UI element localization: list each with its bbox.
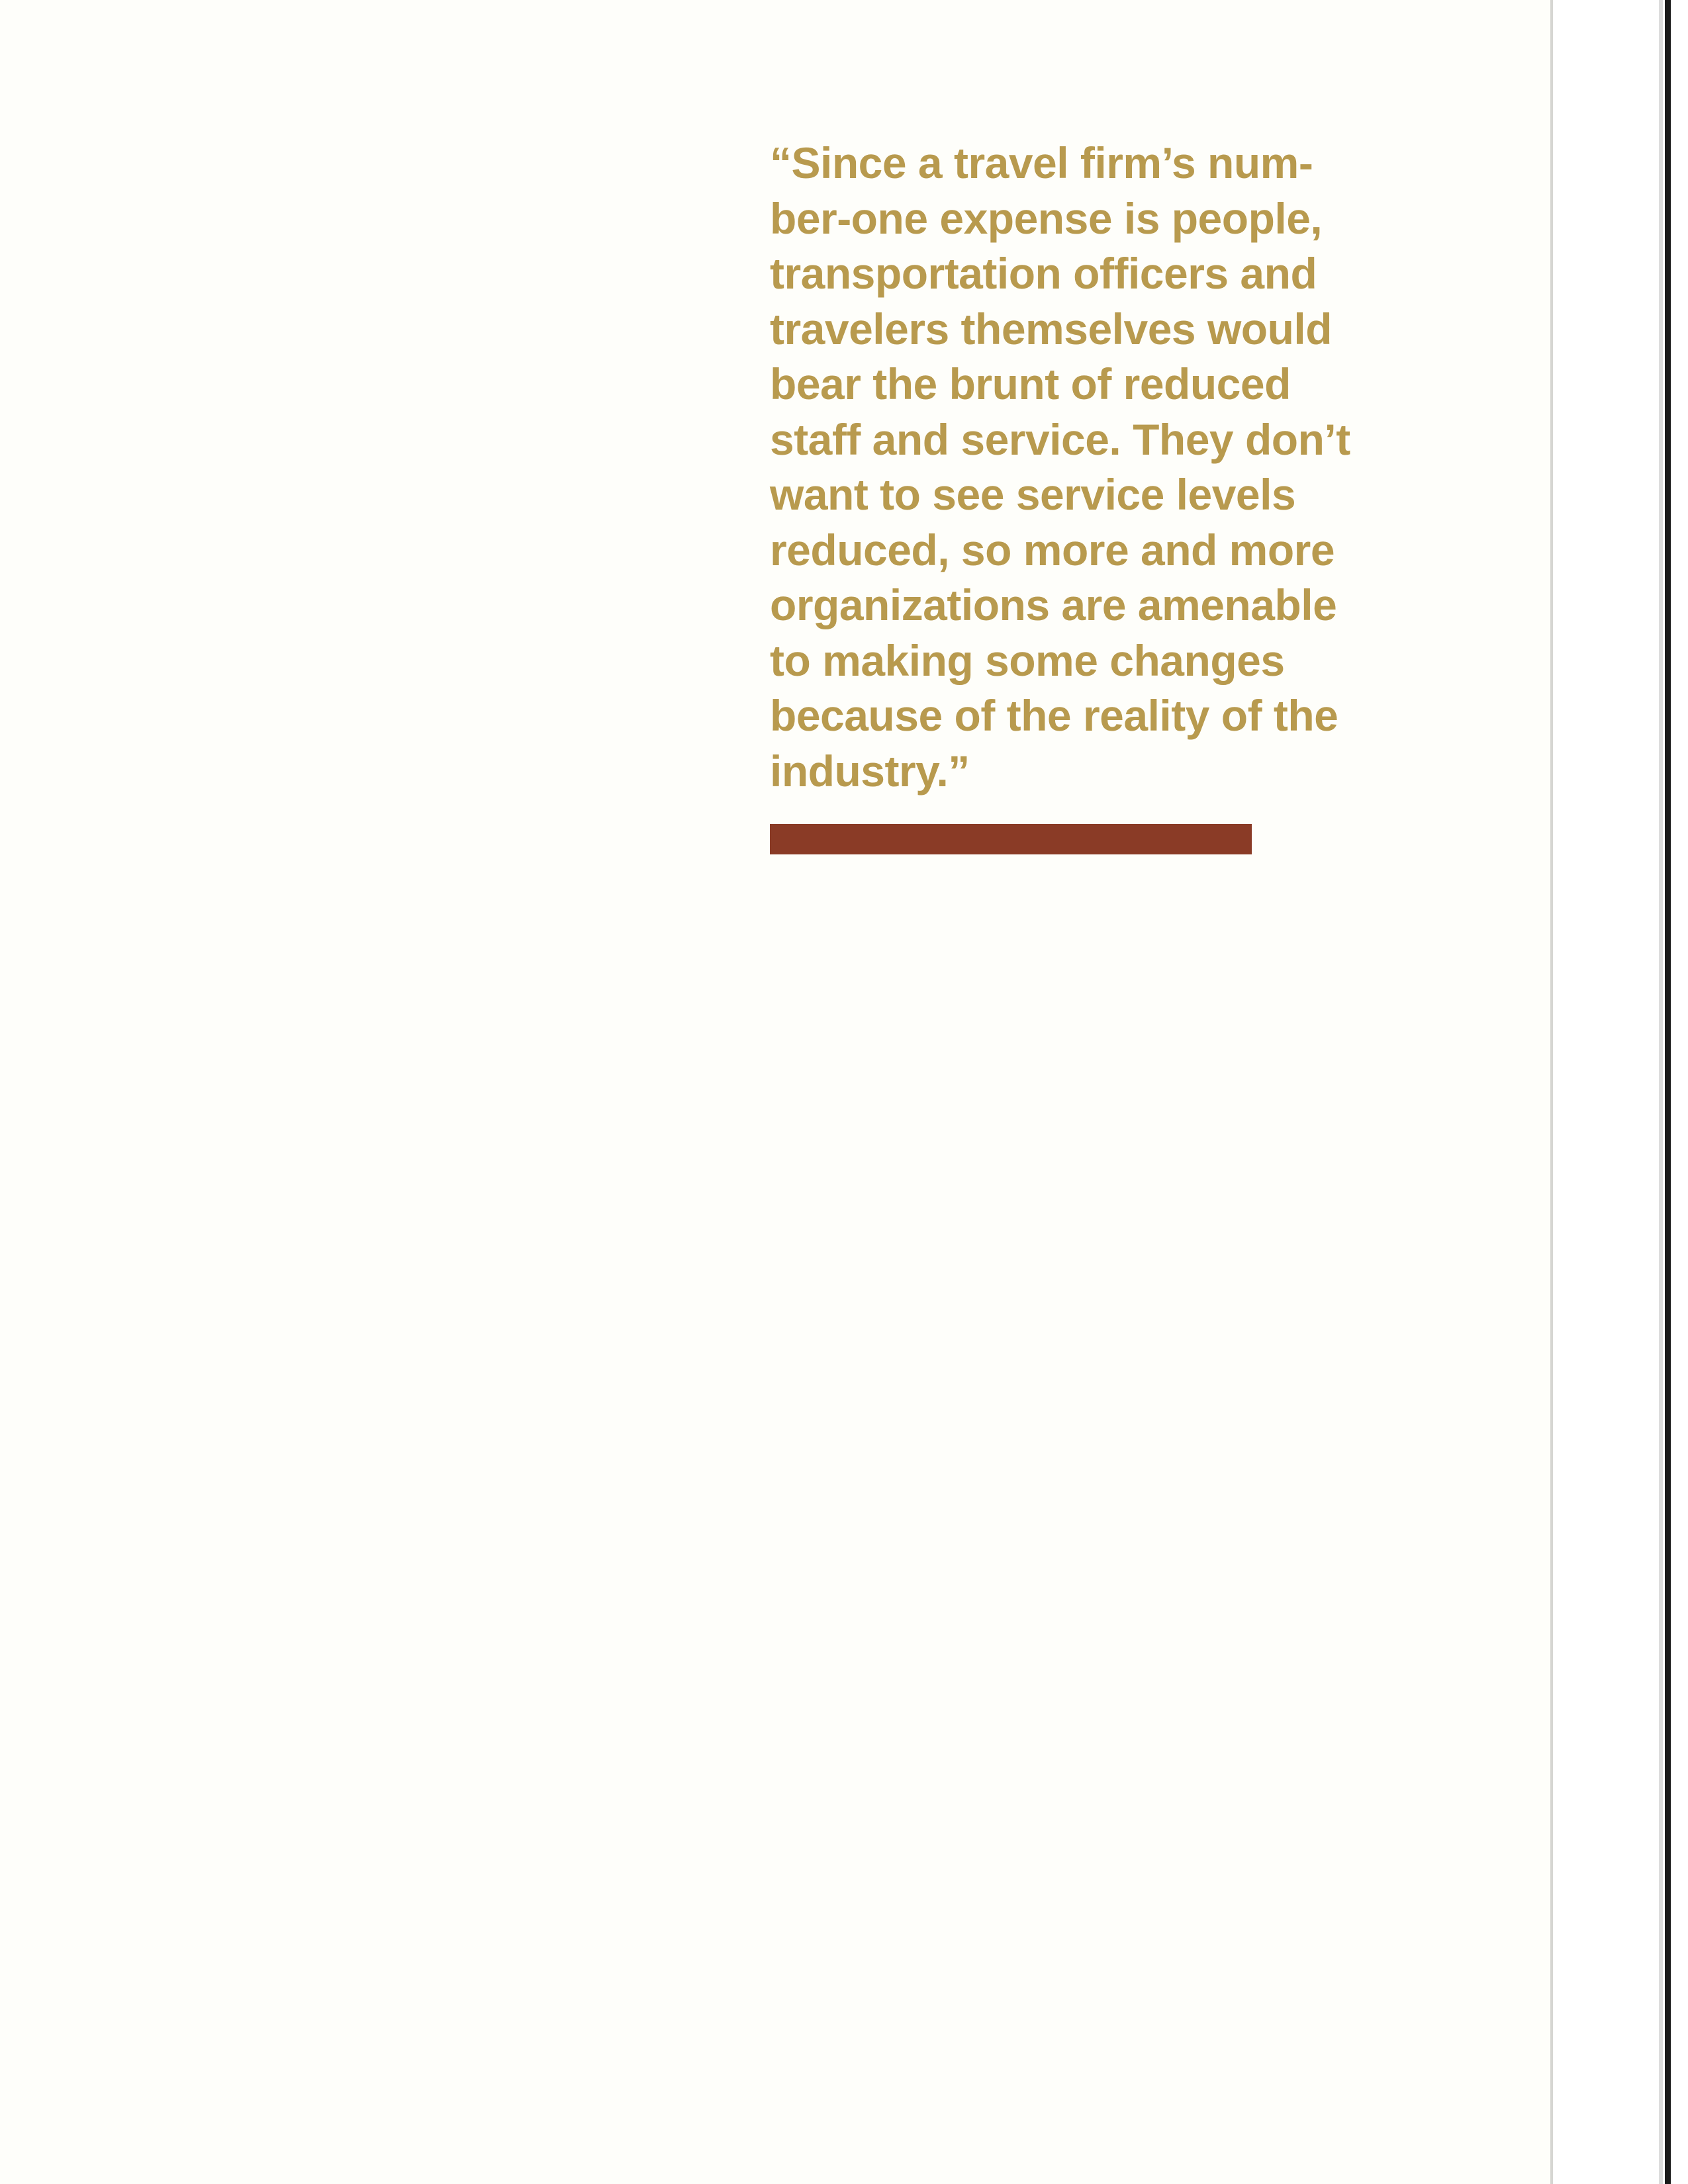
accent-rule: [770, 824, 1252, 854]
quote-line: to making some changes: [770, 635, 1285, 685]
quote-line: travelers themselves would: [770, 304, 1333, 353]
quote-line: staff and service. They don’t: [770, 414, 1350, 464]
page-edge-border: [1665, 0, 1671, 2184]
quote-line: bear the brunt of reduced: [770, 359, 1291, 408]
page-edge-shadow: [1659, 0, 1663, 2184]
quote-line: ber-one expense is people,: [770, 193, 1323, 243]
quote-line: transportation officers and: [770, 249, 1317, 298]
quote-line: “Since a travel firm’s num-: [770, 138, 1313, 187]
quote-line: want to see service levels: [770, 470, 1296, 519]
quote-line: organizations are amenable: [770, 580, 1337, 629]
pull-quote: [770, 136, 1511, 799]
quote-line: reduced, so more and more: [770, 525, 1335, 574]
quote-line: industry.”: [770, 746, 970, 796]
quote-line: because of the reality of the: [770, 691, 1338, 740]
